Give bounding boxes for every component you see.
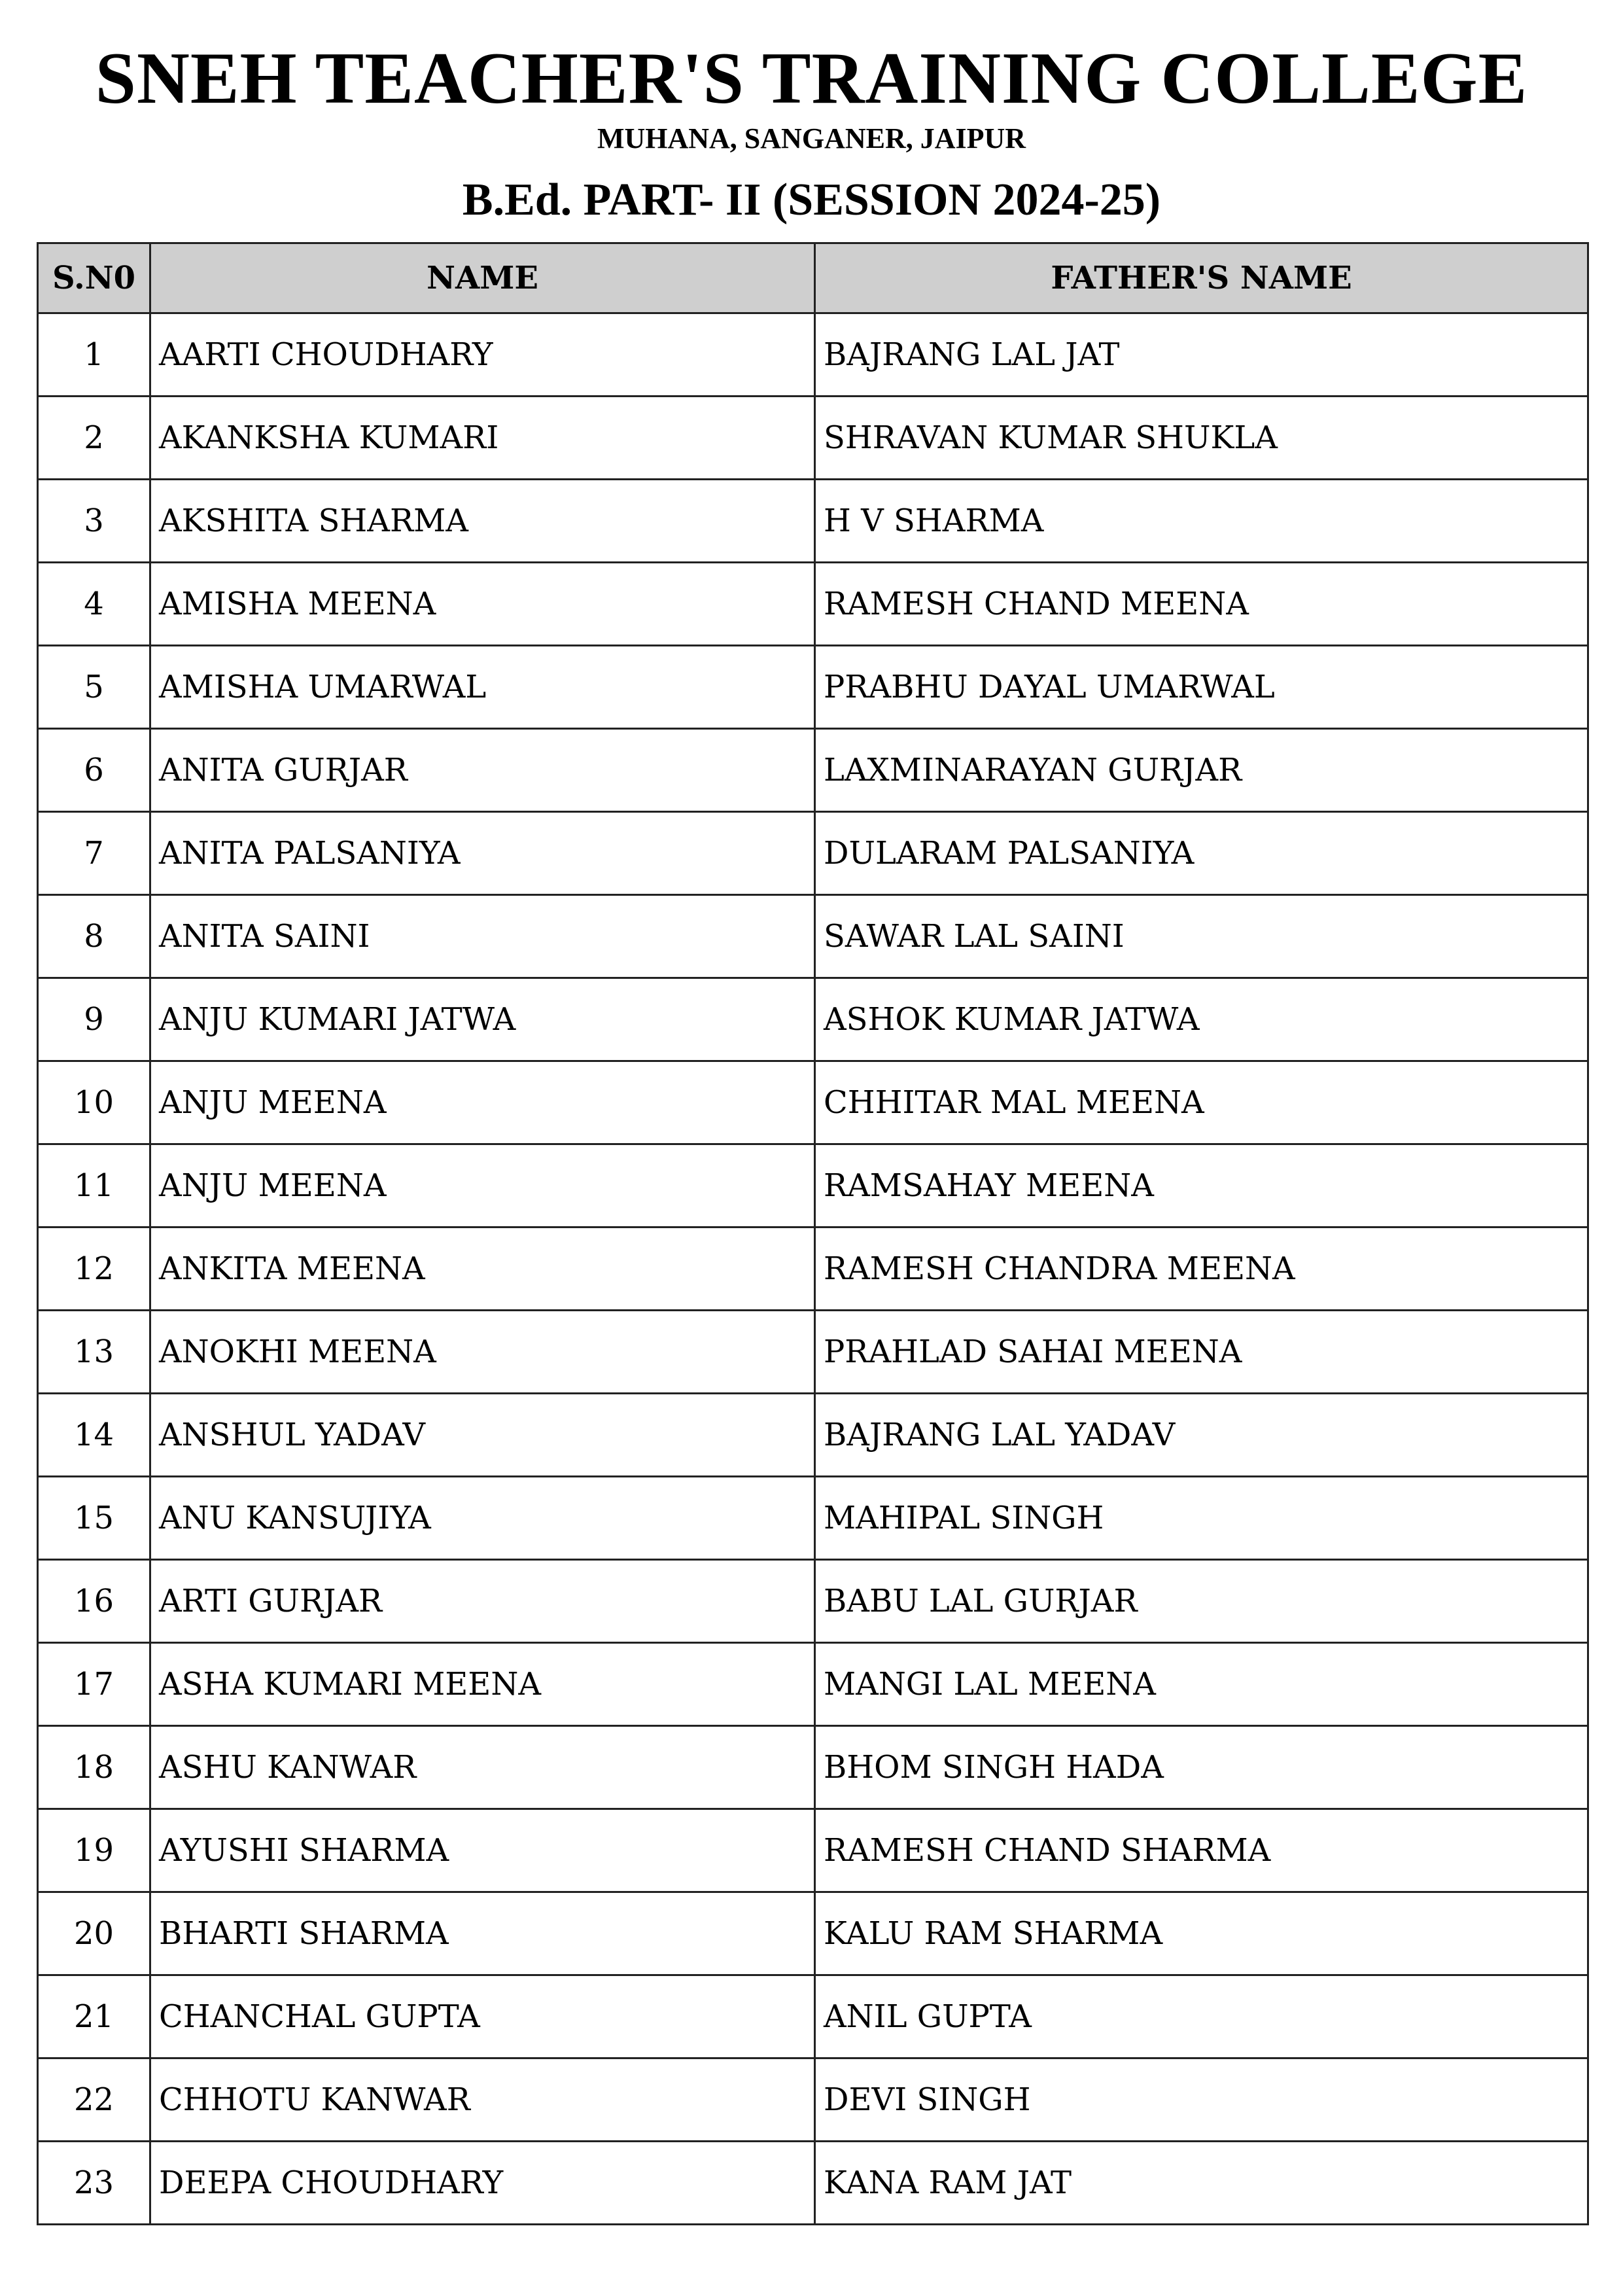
student-name-cell: AMISHA UMARWAL [150, 646, 815, 729]
student-name-cell: ANSHUL YADAV [150, 1394, 815, 1477]
serial-number-cell: 20 [38, 1892, 150, 1975]
father-name-cell: LAXMINARAYAN GURJAR [815, 729, 1588, 812]
father-name-cell: ANIL GUPTA [815, 1975, 1588, 2058]
student-name-cell: AARTI CHOUDHARY [150, 313, 815, 397]
student-name-cell: ANU KANSUJIYA [150, 1477, 815, 1560]
student-name-cell: ANOKHI MEENA [150, 1311, 815, 1394]
student-name-cell: AMISHA MEENA [150, 563, 815, 646]
serial-number-cell: 16 [38, 1560, 150, 1643]
father-name-cell: RAMESH CHAND MEENA [815, 563, 1588, 646]
serial-number-cell: 3 [38, 480, 150, 563]
student-name-cell: ANJU KUMARI JATWA [150, 978, 815, 1061]
table-row [38, 1975, 1588, 2058]
table-row [38, 1726, 1588, 1809]
father-name-cell: BABU LAL GURJAR [815, 1560, 1588, 1643]
father-name-cell: PRAHLAD SAHAI MEENA [815, 1311, 1588, 1394]
student-name-cell: AKANKSHA KUMARI [150, 397, 815, 480]
session-heading: B.Ed. PART- II (SESSION 2024-25) [462, 175, 1161, 225]
table-row [38, 646, 1588, 729]
table-row [38, 1311, 1588, 1394]
student-name-cell: DEEPA CHOUDHARY [150, 2142, 815, 2225]
serial-number-cell: 13 [38, 1311, 150, 1394]
college-title: SNEH TEACHER'S TRAINING COLLEGE [95, 38, 1528, 119]
student-name-cell: CHANCHAL GUPTA [150, 1975, 815, 2058]
table-row [38, 1560, 1588, 1643]
father-name-cell: MANGI LAL MEENA [815, 1643, 1588, 1726]
table-row [38, 1144, 1588, 1227]
student-name-cell: AKSHITA SHARMA [150, 480, 815, 563]
student-name-cell: CHHOTU KANWAR [150, 2058, 815, 2142]
table-header-row [38, 243, 1588, 313]
father-name-cell: DULARAM PALSANIYA [815, 812, 1588, 895]
table-header [38, 243, 1588, 313]
serial-number-cell: 22 [38, 2058, 150, 2142]
column-header-father-name: FATHER'S NAME [815, 243, 1588, 313]
serial-number-cell: 19 [38, 1809, 150, 1892]
serial-number-cell: 23 [38, 2142, 150, 2225]
table-row [38, 313, 1588, 397]
table-row [38, 895, 1588, 978]
table-row [38, 1477, 1588, 1560]
college-address: MUHANA, SANGANER, JAIPUR [597, 122, 1026, 154]
table-row [38, 978, 1588, 1061]
table-row [38, 2142, 1588, 2225]
table-row [38, 1061, 1588, 1144]
table-row [38, 480, 1588, 563]
table-row [38, 1394, 1588, 1477]
serial-number-cell: 12 [38, 1227, 150, 1311]
student-name-cell: ANJU MEENA [150, 1061, 815, 1144]
father-name-cell: SAWAR LAL SAINI [815, 895, 1588, 978]
student-name-cell: ANITA GURJAR [150, 729, 815, 812]
father-name-cell: BAJRANG LAL JAT [815, 313, 1588, 397]
father-name-cell: RAMESH CHANDRA MEENA [815, 1227, 1588, 1311]
father-name-cell: ASHOK KUMAR JATWA [815, 978, 1588, 1061]
table-row [38, 1892, 1588, 1975]
father-name-cell: RAMSAHAY MEENA [815, 1144, 1588, 1227]
student-name-cell: BHARTI SHARMA [150, 1892, 815, 1975]
student-name-cell: ASHU KANWAR [150, 1726, 815, 1809]
student-name-cell: ANKITA MEENA [150, 1227, 815, 1311]
student-name-cell: ANITA PALSANIYA [150, 812, 815, 895]
father-name-cell: DEVI SINGH [815, 2058, 1588, 2142]
serial-number-cell: 10 [38, 1061, 150, 1144]
serial-number-cell: 18 [38, 1726, 150, 1809]
table-row [38, 1643, 1588, 1726]
serial-number-cell: 5 [38, 646, 150, 729]
serial-number-cell: 4 [38, 563, 150, 646]
student-name-cell: AYUSHI SHARMA [150, 1809, 815, 1892]
serial-number-cell: 17 [38, 1643, 150, 1726]
serial-number-cell: 9 [38, 978, 150, 1061]
father-name-cell: PRABHU DAYAL UMARWAL [815, 646, 1588, 729]
table-row [38, 1227, 1588, 1311]
father-name-cell: MAHIPAL SINGH [815, 1477, 1588, 1560]
student-name-cell: ASHA KUMARI MEENA [150, 1643, 815, 1726]
father-name-cell: KALU RAM SHARMA [815, 1892, 1588, 1975]
serial-number-cell: 8 [38, 895, 150, 978]
table-row [38, 812, 1588, 895]
serial-number-cell: 1 [38, 313, 150, 397]
serial-number-cell: 21 [38, 1975, 150, 2058]
father-name-cell: BHOM SINGH HADA [815, 1726, 1588, 1809]
student-name-cell: ARTI GURJAR [150, 1560, 815, 1643]
serial-number-cell: 2 [38, 397, 150, 480]
serial-number-cell: 7 [38, 812, 150, 895]
student-roster-table [37, 242, 1589, 2225]
column-header-sno: S.N0 [38, 243, 150, 313]
father-name-cell: SHRAVAN KUMAR SHUKLA [815, 397, 1588, 480]
student-name-cell: ANITA SAINI [150, 895, 815, 978]
father-name-cell: BAJRANG LAL YADAV [815, 1394, 1588, 1477]
student-name-cell: ANJU MEENA [150, 1144, 815, 1227]
serial-number-cell: 15 [38, 1477, 150, 1560]
serial-number-cell: 11 [38, 1144, 150, 1227]
father-name-cell: CHHITAR MAL MEENA [815, 1061, 1588, 1144]
table-row [38, 563, 1588, 646]
table-body [38, 313, 1588, 2225]
table-row [38, 397, 1588, 480]
serial-number-cell: 6 [38, 729, 150, 812]
table-row [38, 2058, 1588, 2142]
father-name-cell: KANA RAM JAT [815, 2142, 1588, 2225]
father-name-cell: H V SHARMA [815, 480, 1588, 563]
column-header-name: NAME [150, 243, 815, 313]
table-row [38, 729, 1588, 812]
table-row [38, 1809, 1588, 1892]
serial-number-cell: 14 [38, 1394, 150, 1477]
father-name-cell: RAMESH CHAND SHARMA [815, 1809, 1588, 1892]
